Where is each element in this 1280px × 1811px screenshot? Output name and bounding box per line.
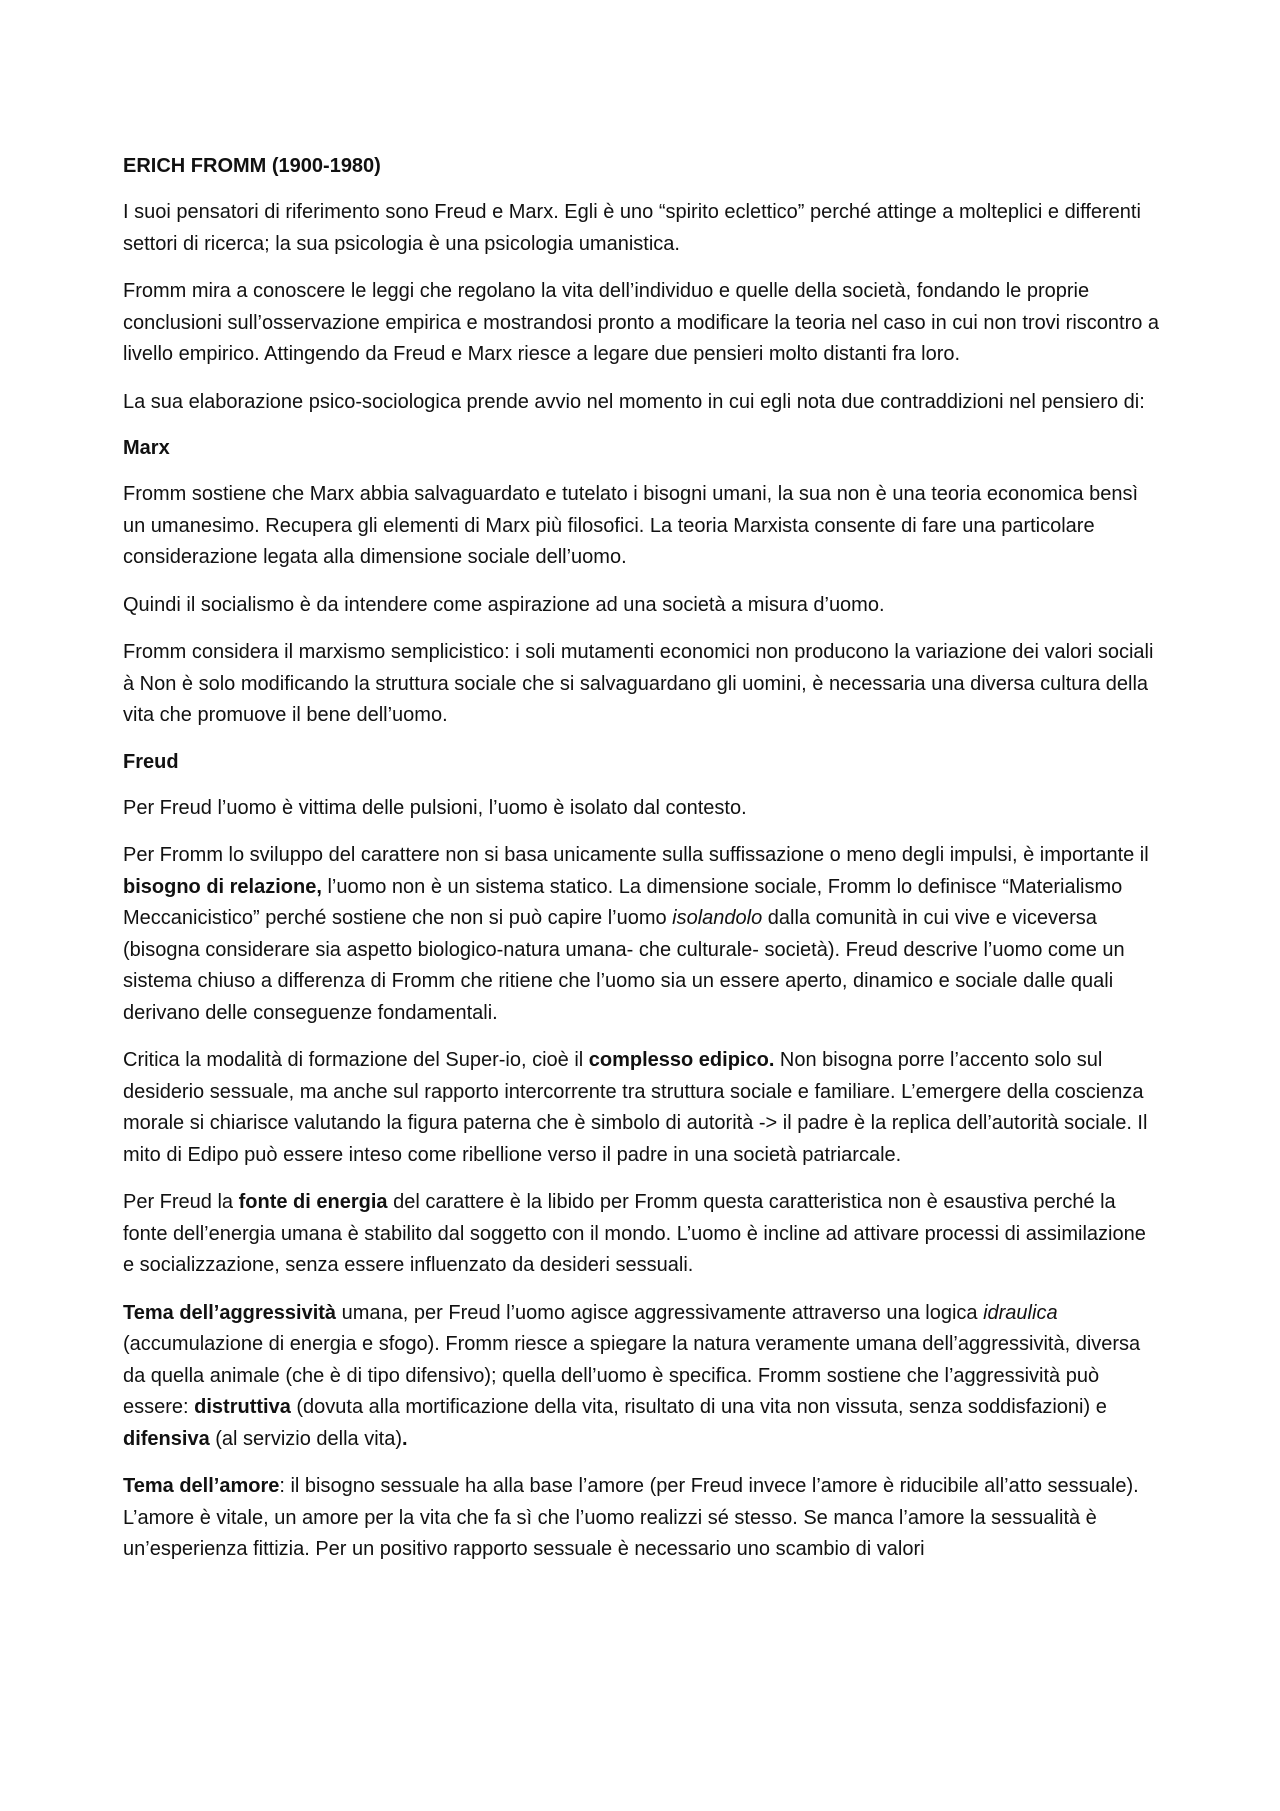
section-heading-marx: Marx xyxy=(123,437,170,459)
text-run: Non bisogna porre l’accento solo sul desiderio sessuale, ma anche sul rapporto intercorrente tra struttura sociale e familiare. L’emergere della coscienza morale si chiarisce valutando la figura paterna che è simbolo di autorità -> il padre è la replica dell’autorità sociale. Il mito di Edipo può essere inteso come ribellione verso il padre in una società patriarcale. xyxy=(123,1049,1148,1166)
bold-term-tema-aggressivita: Tema dell’aggressività xyxy=(123,1301,337,1324)
intro-paragraph-3: La sua elaborazione psico-sociologica prende avvio nel momento in cui egli nota due contraddizioni nel pensiero di: xyxy=(123,390,1145,413)
intro-paragraph-2: Fromm mira a conoscere le leggi che regolano la vita dell’individuo e quelle della società, fondando le proprie conclusioni sull’osservazione empirica e mostrandosi pronto a modificare la teoria nel caso in cui non trovi riscontro a livello empirico. Attingendo da Freud e Marx riesce a legare due pensieri molto distanti fra loro. xyxy=(123,280,1160,365)
section-heading-freud: Freud xyxy=(123,750,179,773)
text-run: del carattere è la libido per Fromm questa caratteristica non è esaustiva perché la fonte dell’energia umana è stabilito dal soggetto con il mondo. L’uomo è incline ad attivare processi di assimilazione e socializzazione, senza essere influenzato da desideri sessuali. xyxy=(123,1191,1146,1276)
text-run: umana, per Freud l’uomo agisce aggressivamente attraverso una logica xyxy=(336,1301,984,1324)
document-title: ERICH FROMM (1900-1980) xyxy=(123,155,381,177)
italic-term-isolandolo: isolandolo xyxy=(672,907,763,929)
text-run: : il bisogno sessuale ha alla base l’amore (per Freud invece l’amore è riducibile all’atto sessuale). L’amore è vitale, un amore per la vita che fa sì che l’uomo realizzi sé stesso. Se manca l’amore la sessualità è un’esperienza fittizia. Per un positivo rapporto sessuale è necessario uno scambio di valori xyxy=(123,1475,1139,1560)
marx-paragraph-2: Quindi il socialismo è da intendere come aspirazione ad una società a misura d’uomo. xyxy=(123,593,885,616)
freud-paragraph-1: Per Freud l’uomo è vittima delle pulsioni, l’uomo è isolato dal contesto. xyxy=(123,796,747,819)
marx-paragraph-3: Fromm considera il marxismo semplicistico: i soli mutamenti economici non producono la variazione dei valori sociali à Non è solo modificando la struttura sociale che si salvaguardano gli uomini, è necessaria una diversa cultura della vita che promuove il bene dell’uomo. xyxy=(123,641,1154,726)
text-run: Per Fromm lo sviluppo del carattere non si basa unicamente sulla suffissazione o meno degli impulsi, è importante il xyxy=(123,844,1149,866)
freud-paragraph-5 xyxy=(123,1298,1160,1456)
text-run: (al servizio della vita) xyxy=(209,1427,402,1450)
bold-term-tema-amore: Tema dell’amore xyxy=(123,1475,280,1497)
italic-term-idraulica: idraulica xyxy=(983,1301,1058,1324)
marx-paragraph-1: Fromm sostiene che Marx abbia salvaguardato e tutelato i bisogni umani, la sua non è una teoria economica bensì un umanesimo. Recupera gli elementi di Marx più filosofici. La teoria Marxista consente di fare una particolare considerazione legata alla dimensione sociale dell’uomo. xyxy=(123,483,1139,568)
bold-term-complesso-edipico: complesso edipico. xyxy=(588,1049,775,1071)
freud-paragraph-3 xyxy=(123,1045,1160,1171)
freud-paragraph-2 xyxy=(123,840,1160,1029)
text-run: dalla comunità in cui vive e viceversa (bisogna considerare sia aspetto biologico-natura umana- che culturale- società). Freud descrive l’uomo come un sistema chiuso a differenza di Fromm che ritiene che l’uomo sia un essere aperto, dinamico e sociale dalle quali derivano delle conseguenze fondamentali. xyxy=(123,907,1125,1024)
bold-term-bisogno-di-relazione: bisogno di relazione, xyxy=(123,875,322,898)
text-run: Per Freud la xyxy=(123,1191,239,1213)
text-run: (accumulazione di energia e sfogo). Fromm riesce a spiegare la natura veramente umana dell’aggressività, diversa da quella animale (che è di tipo difensivo); quella dell’uomo è specifica. Fromm sostiene che l’aggressività può essere: xyxy=(123,1333,1141,1418)
bold-term-distruttiva: distruttiva xyxy=(194,1396,291,1418)
bold-period: . xyxy=(402,1427,408,1450)
freud-paragraph-4 xyxy=(123,1187,1160,1282)
intro-paragraph-1: I suoi pensatori di riferimento sono Freud e Marx. Egli è uno “spirito eclettico” perché attinge a molteplici e differenti settori di ricerca; la sua psicologia è una psicologia umanistica. xyxy=(123,201,1141,255)
bold-term-fonte-di-energia: fonte di energia xyxy=(238,1191,388,1213)
text-run: l’uomo non è un sistema statico. La dimensione sociale, Fromm lo definisce “Materialismo Meccanicistico” perché sostiene che non si può capire l’uomo xyxy=(123,875,1123,929)
text-run: Critica la modalità di formazione del Super-io, cioè il xyxy=(123,1049,589,1071)
bold-term-difensiva: difensiva xyxy=(123,1427,210,1450)
freud-paragraph-6 xyxy=(123,1471,1160,1566)
text-run: (dovuta alla mortificazione della vita, risultato di una vita non vissuta, senza soddisfazioni) e xyxy=(290,1396,1107,1418)
